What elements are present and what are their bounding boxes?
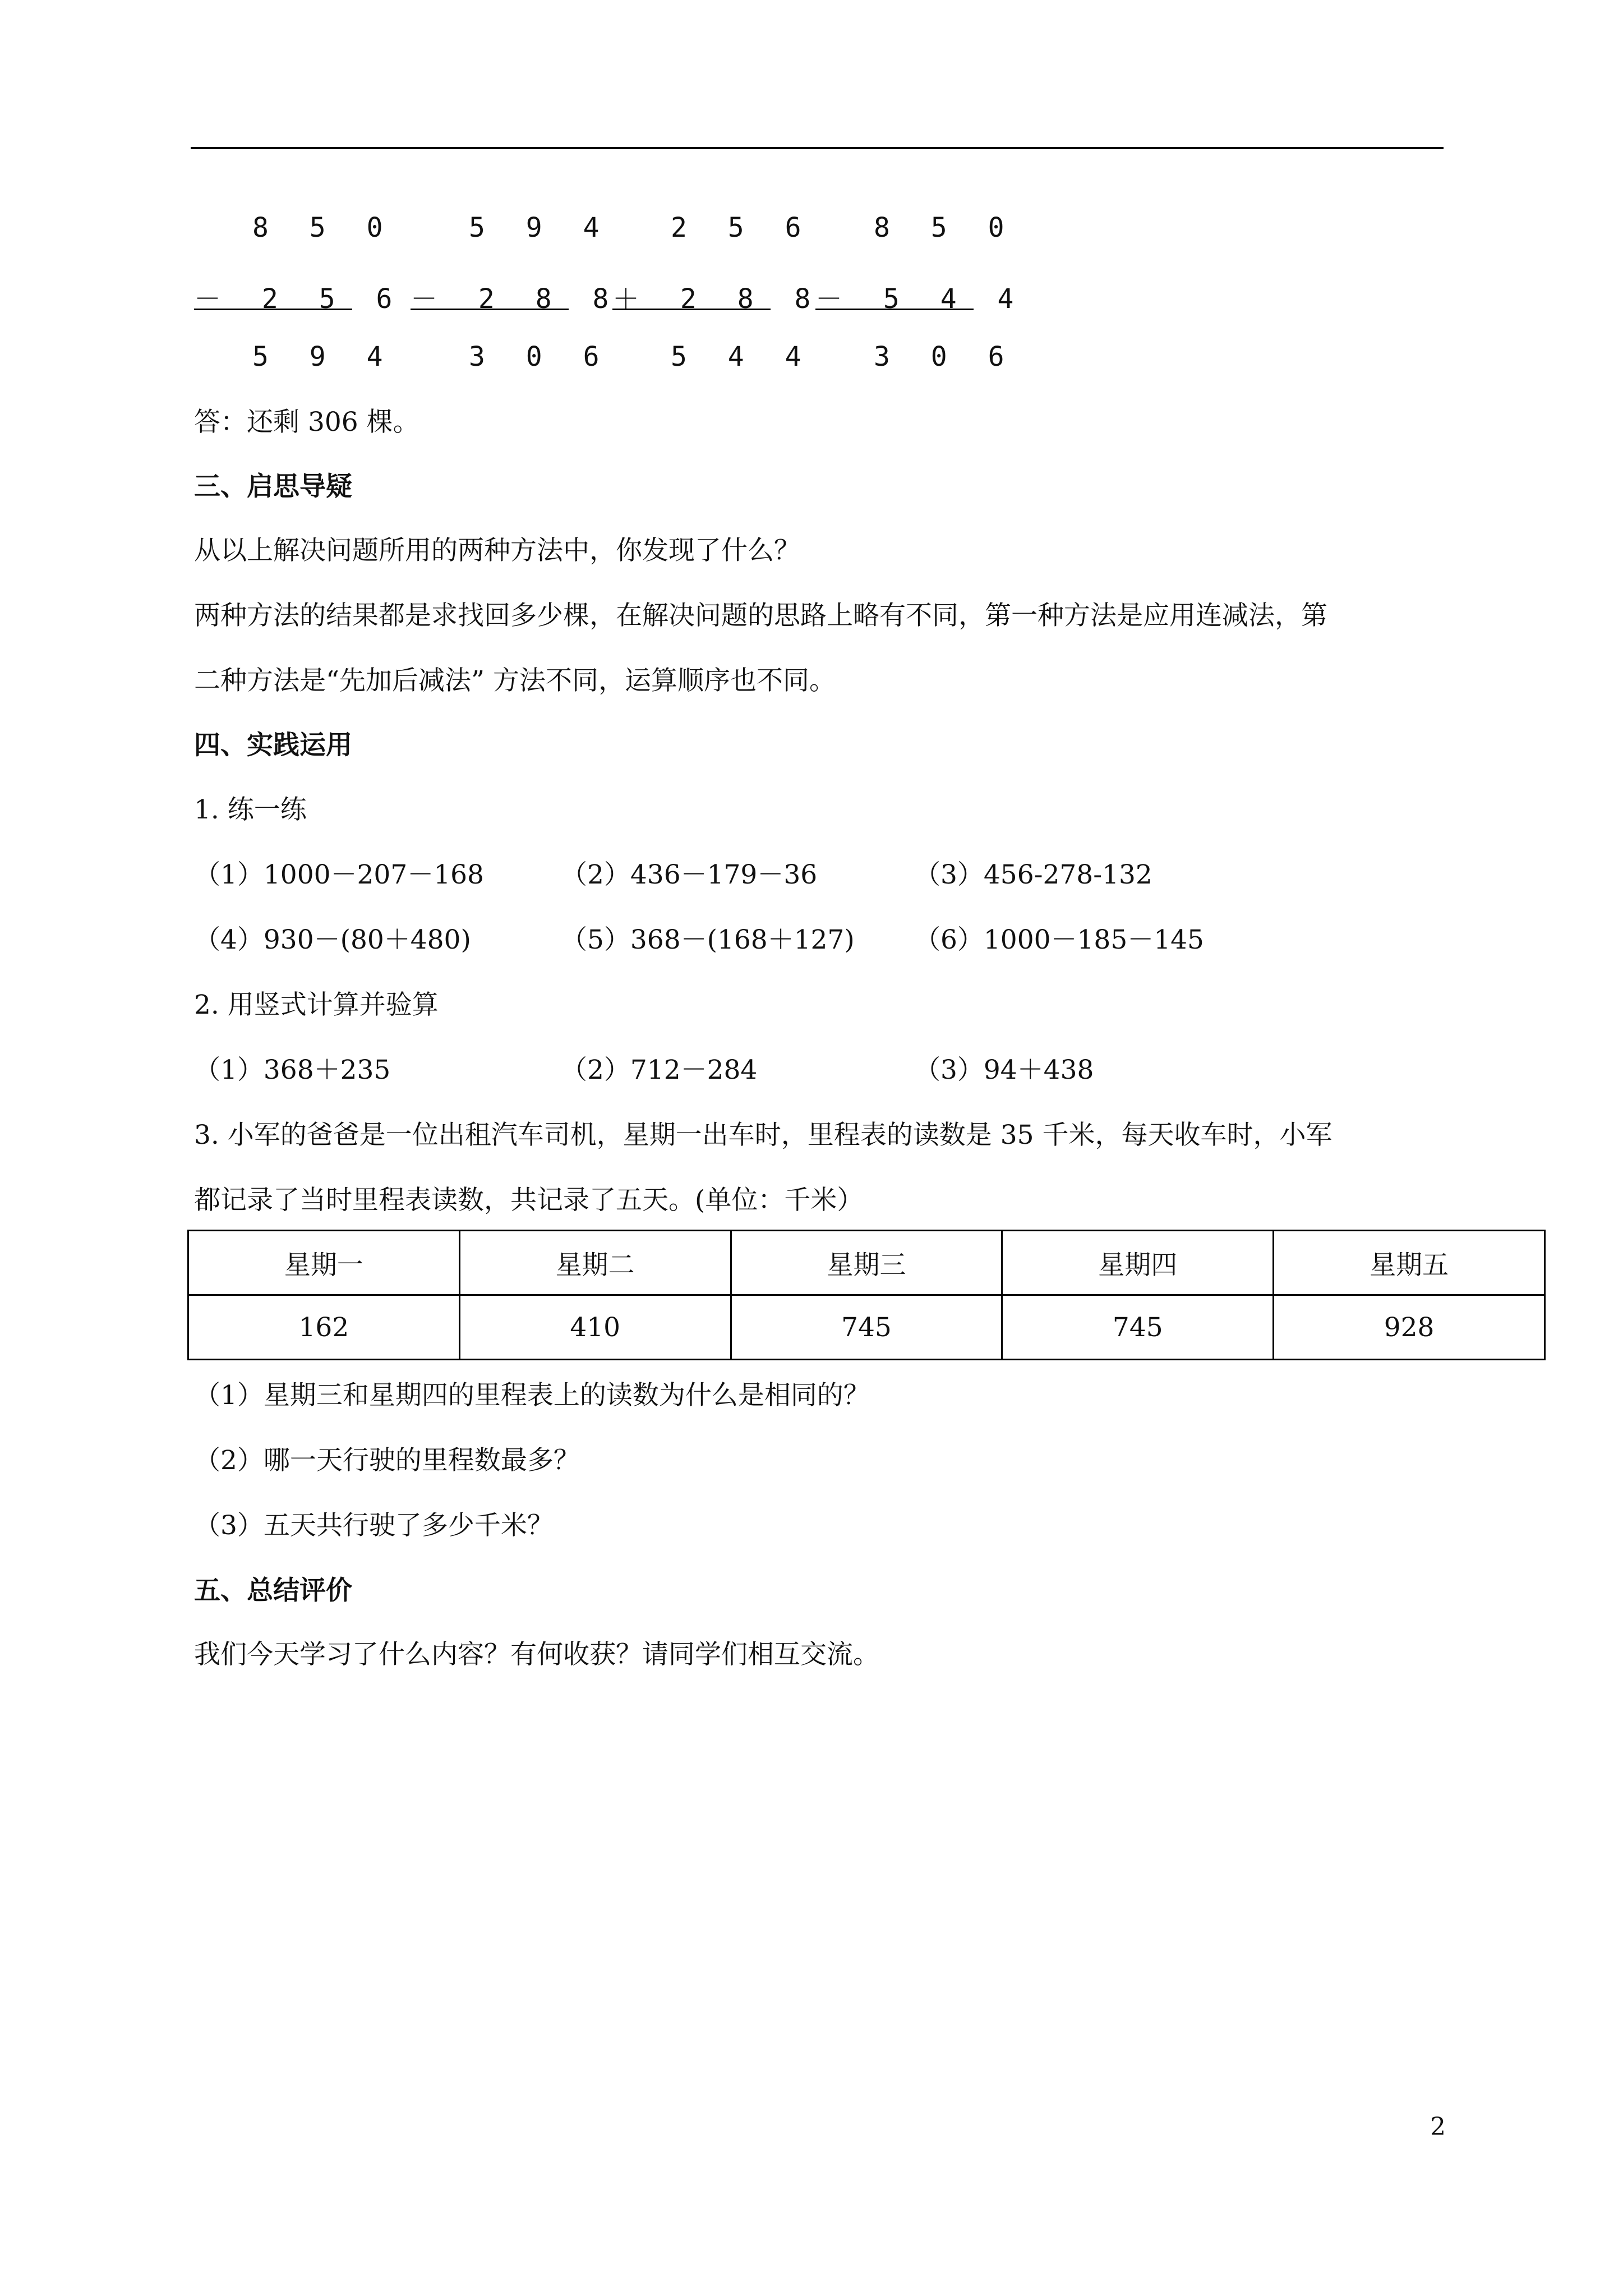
table-header-row (188, 1231, 1545, 1295)
q3-text-line1: 3. 小军的爸爸是一位出租汽车司机，星期一出车时，里程表的读数是 35 千米，每天收车时，小军 (194, 1120, 1332, 1151)
table-cell: 745 (1002, 1295, 1274, 1360)
table-header-cell: 星期一 (188, 1231, 460, 1295)
calc-line (815, 309, 974, 310)
calc-op: － 2 5 6 (194, 283, 405, 315)
calc-line (411, 309, 569, 310)
section3-paragraph-line2: 二种方法是“先加后减法” 方法不同，运算顺序也不同。 (194, 665, 836, 696)
calc-top: 8 5 0 (874, 212, 1017, 243)
section3-paragraph-line1: 两种方法的结果都是求找回多少棵，在解决问题的思路上略有不同，第一种方法是应用连减法，第 (194, 600, 1327, 631)
section3-heading: 三、启思导疑 (194, 471, 352, 502)
table-header-cell: 星期五 (1274, 1231, 1545, 1295)
header-rule (191, 147, 1444, 149)
q1-item: （1）1000－207－168 (194, 859, 484, 890)
mileage-table (187, 1230, 1546, 1360)
q1-item: （5）368－(168＋127) (561, 924, 855, 955)
section5-heading: 五、总结评价 (194, 1575, 352, 1606)
page-number: 2 (1430, 2113, 1446, 2141)
table-row (188, 1295, 1545, 1360)
calc-result: 3 0 6 (469, 341, 612, 372)
calc-line (194, 309, 352, 310)
sub-question: （2）哪一天行驶的里程数最多？ (194, 1445, 580, 1476)
calc-top: 5 9 4 (469, 212, 612, 243)
calc-result: 3 0 6 (874, 341, 1017, 372)
sub-question: （3）五天共行驶了多少千米？ (194, 1510, 554, 1541)
table-cell: 745 (731, 1295, 1002, 1360)
q1-item: （4）930－(80＋480) (194, 924, 471, 955)
calc-top: 8 5 0 (252, 212, 395, 243)
q2-item: （1）368＋235 (194, 1055, 391, 1085)
table-header-cell: 星期三 (731, 1231, 1002, 1295)
section5-text: 我们今天学习了什么内容？有何收获？请同学们相互交流。 (194, 1639, 879, 1670)
q1-item: （2）436－179－36 (561, 859, 818, 890)
answer-text: 答：还剩 306 棵。 (194, 407, 419, 438)
q1-title: 1. 练一练 (194, 794, 307, 825)
calc-result: 5 9 4 (252, 341, 395, 372)
table-cell: 928 (1274, 1295, 1545, 1360)
table-header-cell: 星期四 (1002, 1231, 1274, 1295)
table-header-cell: 星期二 (459, 1231, 731, 1295)
calc-op: － 5 4 4 (815, 283, 1026, 315)
q1-item: （6）1000－185－145 (914, 924, 1204, 955)
calc-top: 2 5 6 (671, 212, 814, 243)
section3-question: 从以上解决问题所用的两种方法中，你发现了什么？ (194, 535, 800, 566)
q2-title: 2. 用竖式计算并验算 (194, 990, 439, 1020)
table-cell: 162 (188, 1295, 460, 1360)
section4-heading: 四、实践运用 (194, 730, 352, 761)
calc-line (612, 309, 771, 310)
q1-item: （3）456-278-132 (914, 859, 1152, 890)
calc-op: ＋ 2 8 8 (612, 283, 823, 315)
sub-question: （1）星期三和星期四的里程表上的读数为什么是相同的？ (194, 1380, 870, 1411)
calc-op: － 2 8 8 (411, 283, 621, 315)
calc-result: 5 4 4 (671, 341, 814, 372)
q2-item: （2）712－284 (561, 1055, 758, 1085)
table-cell: 410 (459, 1295, 731, 1360)
q3-text-line2: 都记录了当时里程表读数，共记录了五天。(单位：千米） (194, 1185, 864, 1216)
q2-item: （3）94＋438 (914, 1055, 1094, 1085)
